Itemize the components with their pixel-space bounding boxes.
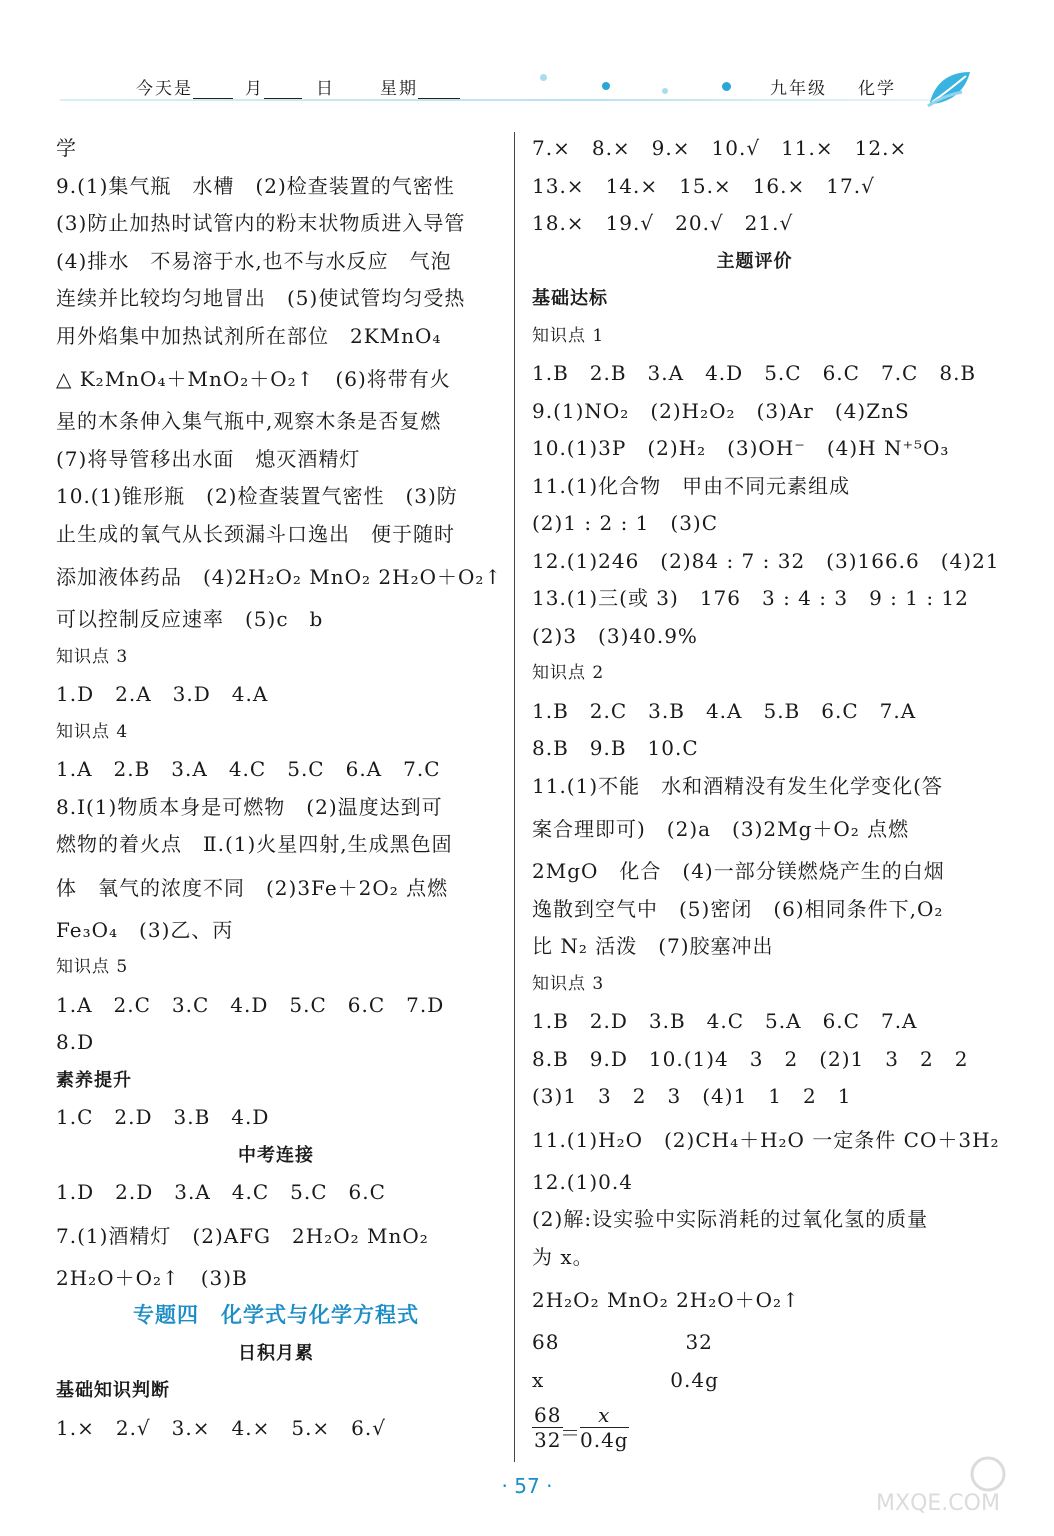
answer-line: 9.(1)集气瓶 水槽 (2)检查装置的气密性 [56, 173, 455, 198]
weekday-label: 星期 [380, 74, 460, 99]
section-label: 知识点 4 [56, 721, 129, 742]
answer-line: (2)3 (3)40.9% [532, 623, 698, 648]
answer-line: 7.× 8.× 9.× 10.√ 11.× 12.× [532, 136, 908, 160]
answer-line: (2)1 : 2 : 1 (3)C [532, 511, 719, 535]
answer-line: 逸散到空气中 (5)密闭 (6)相同条件下,O₂ [532, 896, 944, 921]
section-label: 知识点 3 [56, 646, 129, 667]
answer-line: (4)排水 不易溶于水,也不与水反应 气泡 [56, 248, 452, 273]
page-header [0, 60, 1054, 120]
decor-dot [540, 74, 547, 81]
section-heading: 基础达标 [532, 288, 608, 309]
answer-line: 为 x。 [532, 1244, 594, 1269]
decor-dot [722, 82, 731, 91]
answer-line: x 0.4g [532, 1367, 719, 1392]
section-label: 知识点 3 [532, 973, 605, 994]
answer-line: 8.B 9.B 10.C [532, 736, 699, 760]
answer-line: 9.(1)NO₂ (2)H₂O₂ (3)Ar (4)ZnS [532, 398, 910, 423]
section-heading: 主题评价 [716, 250, 793, 272]
answer-line: 星的木条伸入集气瓶中,观察木条是否复燃 [56, 409, 442, 433]
fraction-denominator: 32 [534, 1428, 562, 1452]
section-label: 知识点 1 [532, 325, 605, 346]
equation-line: 11.(1)H₂O (2)CH₄＋H₂O 一定条件 CO＋3H₂ [532, 1127, 1000, 1152]
answer-line: 13.(1)三(或 3) 176 3 : 4 : 3 9 : 1 : 12 [532, 586, 969, 610]
answer-line: 1.A 2.C 3.C 4.D 5.C 6.C 7.D [56, 992, 445, 1017]
answer-line: 13.× 14.× 15.× 16.× 17.√ [532, 173, 875, 198]
fraction-denominator: 0.4g [580, 1428, 629, 1452]
equation-line: 2H₂O₂ MnO₂ 2H₂O＋O₂↑ [532, 1288, 800, 1312]
leaf-icon [926, 68, 972, 108]
answer-line: 1.A 2.B 3.A 4.C 5.C 6.A 7.C [56, 757, 441, 781]
answer-line: 68 32 [532, 1330, 713, 1354]
fraction-right [580, 1403, 629, 1452]
decor-dot [662, 88, 668, 94]
right-column [532, 130, 1000, 1455]
fraction-numerator: 68 [534, 1403, 562, 1427]
page-number: · 57 · [501, 1474, 553, 1498]
topic-title: 专题四 化学式与化学方程式 [133, 1303, 419, 1327]
day-label: 日 [316, 79, 335, 99]
equation-line: 添加液体药品 (4)2H₂O₂ MnO₂ 2H₂O＋O₂↑ [56, 565, 503, 589]
section-heading: 基础知识判断 [56, 1380, 170, 1401]
answer-line: 8.B 9.D 10.(1)4 3 2 (2)1 3 2 2 [532, 1046, 969, 1071]
answer-line: 学 [56, 136, 77, 160]
answer-line: 10.(1)锥形瓶 (2)检查装置气密性 (3)防 [56, 484, 458, 508]
section-label: 知识点 2 [532, 663, 605, 683]
equals-sign: ＝ [560, 1421, 581, 1445]
subject-label: 化学 [858, 79, 896, 99]
answer-line: 11.(1)不能 水和酒精没有发生化学变化(答 [532, 773, 943, 798]
answer-line: 18.× 19.√ 20.√ 21.√ [532, 211, 794, 235]
section-heading: 日积月累 [238, 1342, 314, 1364]
section-heading: 中考连接 [238, 1144, 314, 1166]
answer-line: 1.D 2.A 3.D 4.A [56, 682, 269, 706]
answer-line: 2H₂O＋O₂↑ (3)B [56, 1265, 248, 1290]
answer-line: 1.× 2.√ 3.× 4.× 5.× 6.√ [56, 1415, 387, 1440]
equation-line: △ K₂MnO₄＋MnO₂＋O₂↑ (6)将带有火 [56, 367, 451, 391]
answer-line: (3)1 3 2 3 (4)1 1 2 1 [532, 1084, 852, 1108]
answer-line: 8.Ⅰ(1)物质本身是可燃物 (2)温度达到可 [56, 794, 443, 819]
answer-line: 比 N₂ 活泼 (7)胶塞冲出 [532, 934, 774, 958]
answer-line: 1.C 2.D 3.B 4.D [56, 1105, 270, 1129]
answer-line: 12.(1)246 (2)84 : 7 : 32 (3)166.6 (4)21 [532, 548, 1000, 573]
header-rule [60, 99, 940, 101]
answer-line: (2)解:设实验中实际消耗的过氧化氢的质量 [532, 1207, 929, 1231]
answer-line: (3)防止加热时试管内的粉末状物质进入导管 [56, 211, 466, 235]
answer-line: (7)将导管移出水面 熄灭酒精灯 [56, 446, 361, 471]
section-label: 知识点 5 [56, 957, 129, 977]
equation-line: 案合理即可) (2)a (3)2Mg＋O₂ 点燃 [532, 817, 910, 841]
decor-dot [602, 82, 610, 90]
left-column [56, 130, 503, 1447]
answer-line: 8.D [56, 1030, 95, 1054]
answer-line: 1.B 2.B 3.A 4.D 5.C 6.C 7.C 8.B [532, 361, 977, 385]
section-heading: 素养提升 [56, 1069, 132, 1091]
equation-line: 体 氧气的浓度不同 (2)3Fe＋2O₂ 点燃 [56, 875, 449, 900]
grade-label: 九年级 [770, 79, 827, 99]
answer-line: 可以控制反应速率 (5)c b [56, 607, 324, 631]
month-label: 月 [245, 74, 302, 99]
answer-line: 连续并比较均匀地冒出 (5)使试管均匀受热 [56, 286, 466, 310]
equation-line: 7.(1)酒精灯 (2)AFG 2H₂O₂ MnO₂ [56, 1223, 429, 1248]
answer-line: 11.(1)化合物 甲由不同元素组成 [532, 473, 851, 498]
answer-line: 止生成的氧气从长颈漏斗口逸出 便于随时 [56, 521, 455, 546]
answer-line: 10.(1)3P (2)H₂ (3)OH⁻ (4)H N⁺⁵O₃ [532, 436, 950, 460]
answer-line: 1.B 2.D 3.B 4.C 5.A 6.C 7.A [532, 1009, 918, 1033]
answer-line: 1.B 2.C 3.B 4.A 5.B 6.C 7.A [532, 698, 917, 723]
answer-line: 12.(1)0.4 [532, 1169, 633, 1194]
answer-line: 1.D 2.D 3.A 4.C 5.C 6.C [56, 1180, 386, 1204]
fraction-left [532, 1403, 563, 1452]
answer-line: 用外焰集中加热试剂所在部位 2KMnO₄ [56, 323, 442, 348]
answer-line: 燃物的着火点 Ⅱ.(1)火星四射,生成黑色固 [56, 832, 453, 856]
fraction-numerator: x [580, 1403, 629, 1428]
fraction-equation [532, 1399, 977, 1455]
answer-line: Fe₃O₄ (3)乙、丙 [56, 917, 234, 942]
date-label: 今天是 [136, 74, 233, 99]
watermark-logo [858, 1452, 1018, 1522]
answer-line: 2MgO 化合 (4)一部分镁燃烧产生的白烟 [532, 859, 945, 883]
svg-text:MXQE.COM: MXQE.COM [876, 1491, 1000, 1516]
